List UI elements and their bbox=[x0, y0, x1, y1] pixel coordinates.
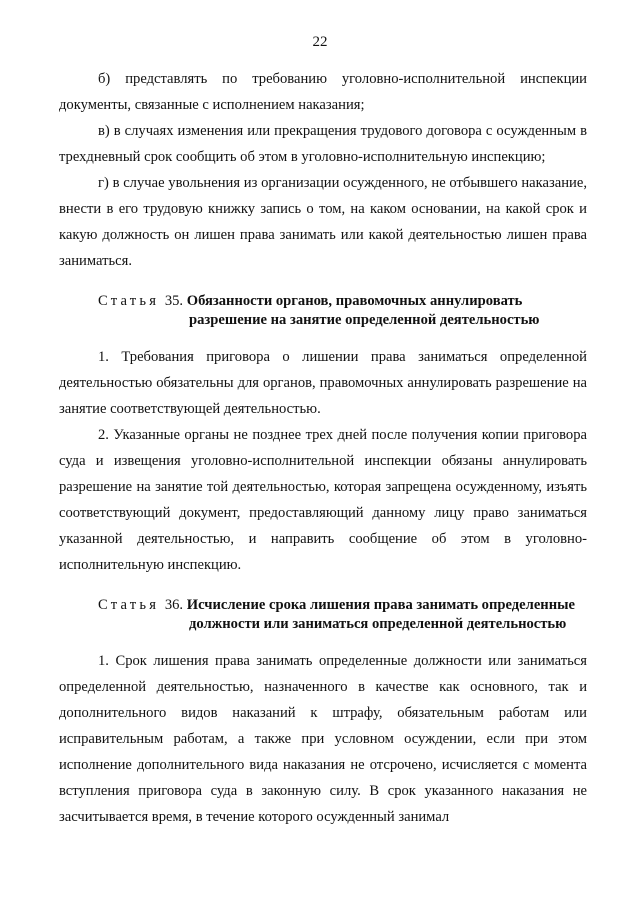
article-35-prefix: Статья bbox=[98, 293, 160, 309]
article-36-title-line2: должности или заниматься определенной деятельностью bbox=[189, 616, 567, 632]
article-36-title-line1: Исчисление срока лишения права занимать определенные bbox=[186, 597, 575, 613]
paragraph-v: в) в случаях изменения или прекращения трудового договора с осужденным в трехдневный срок сообщить об этом в уголовно-исполнительную инспекцию; bbox=[59, 123, 587, 165]
article-35-title-line1: Обязанности органов, правомочных аннулировать bbox=[186, 293, 523, 309]
document-body bbox=[59, 66, 587, 830]
article-35-paragraph-2: 2. Указанные органы не позднее трех дней после получения копии приговора суда и извещения уголовно-исполнительной инспекции обязаны аннулировать разрешение на занятие той деятельностью, которая запрещена осужденному, изъять соответствующий документ, предоставляющий данному лицу право заниматься указанной деятельностью, и направить сообщение об этом в уголовно-исполнительную инспекцию. bbox=[59, 427, 587, 573]
article-36-paragraph-1: 1. Срок лишения права занимать определенные должности или заниматься определенной деятельностью, назначенного в качестве как основного, так и дополнительного видов наказаний к штрафу, обязательным работам или исправительным работам, а также при условном осуждении, если при этом исполнение дополнительного вида наказания не отсрочено, исчисляется с момента вступления приговора суда в законную силу. В срок указанного наказания не засчитывается время, в течение которого осужденный занимал bbox=[59, 653, 587, 825]
article-35-title-line2: разрешение на занятие определенной деятельностью bbox=[189, 312, 540, 328]
page-number: 22 bbox=[312, 34, 328, 50]
article-35-number: 35. bbox=[164, 293, 184, 309]
article-36-prefix: Статья bbox=[98, 597, 160, 613]
paragraph-b: б) представлять по требованию уголовно-исполнительной инспекции документы, связанные с исполнением наказания; bbox=[59, 71, 587, 113]
paragraph-g: г) в случае увольнения из организации осужденного, не отбывшего наказание, внести в его трудовую книжку запись о том, на каком основании, на какой срок и какую должность он лишен права занимать или какой деятельностью лишен права заниматься. bbox=[59, 175, 587, 269]
article-35-paragraph-1: 1. Требования приговора о лишении права заниматься определенной деятельностью обязательны для органов, правомочных аннулировать разрешение на занятие соответствующей деятельностью. bbox=[59, 349, 587, 417]
article-36-heading bbox=[59, 596, 587, 634]
article-35-heading bbox=[59, 292, 587, 330]
article-36-number: 36. bbox=[164, 597, 184, 613]
